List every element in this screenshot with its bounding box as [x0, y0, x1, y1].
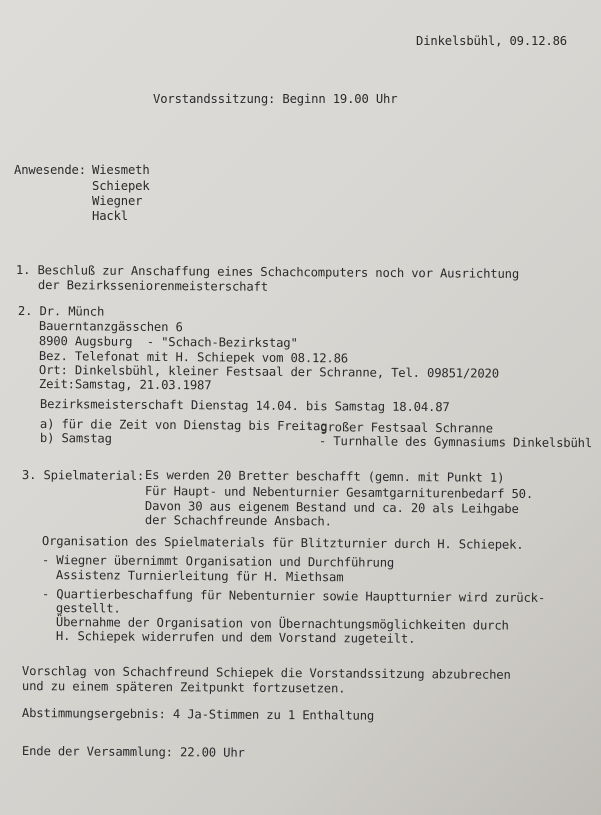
item2-address-line: Bez. Telefonat mit H. Schiepek vom 08.12.86	[38, 349, 349, 366]
attendee-name: Schiepek	[92, 179, 150, 193]
bullet2-line: Übernahme der Organisation von Übernachtungsmöglichkeiten durch	[55, 615, 509, 633]
item3-line: Es werden 20 Bretter beschafft (gemn. mit Punkt 1)	[144, 468, 505, 485]
vote-result: Abstimmungsergebnis: 4 Ja-Stimmen zu 1 Enthaltung	[21, 706, 375, 723]
item2-heading: 2. Dr. Münch	[17, 304, 105, 319]
proposal-line: und zu einem späteren Zeitpunkt fortzusetzen.	[21, 679, 346, 696]
place-date: Dinkelsbühl, 09.12.86	[416, 34, 567, 48]
item2-address-line: 8900 Augsburg - "Schach-Bezirkstag"	[38, 334, 298, 351]
item1-line: der Bezirksseniorenmeisterschaft	[37, 278, 268, 294]
attendees-label: Anwesende:	[14, 163, 86, 177]
bullet2-line: - Quartierbeschaffung für Nebenturnier sowie Hauptturnier wird zurück-	[41, 587, 546, 605]
venue-a-right: - großer Festsaal Schranne	[305, 420, 493, 436]
item3-line: der Schachfreunde Ansbach.	[144, 513, 332, 529]
item3-line: Für Haupt- und Nebenturnier Gesamtgarniturenbedarf 50.	[144, 484, 534, 502]
meeting-end: Ende der Versammlung: 22.00 Uhr	[21, 744, 245, 760]
attendee-name: Hackl	[92, 209, 128, 223]
meeting-title: Vorstandssitzung: Beginn 19.00 Uhr	[153, 92, 398, 106]
venue-b-left: b) Samstag	[39, 431, 112, 446]
organisation-line: Organisation des Spielmaterials für Blitzturnier durch H. Schiepek.	[41, 534, 524, 552]
item2-address-line: Zeit:Samstag, 21.03.1987	[38, 377, 212, 393]
item2-address-line: Bauerntanzgässchen 6	[38, 319, 183, 335]
attendee-name: Wiegner	[92, 194, 143, 208]
championship-line: Bezirksmeisterschaft Dienstag 14.04. bis Samstag 18.04.87	[39, 397, 450, 415]
item1-line: 1. Beschluß zur Anschaffung eines Schachcomputers noch vor Ausrichtung	[15, 263, 520, 281]
bullet1-line: Assistenz Turnierleitung für H. Miethsam	[55, 568, 344, 585]
bullet2-line: H. Schiepek widerrufen und dem Vorstand zugeteilt.	[55, 629, 416, 646]
venue-a-left: a) für die Zeit von Dienstag bis Freitag	[39, 417, 328, 434]
item3-line: Davon 30 aus eigenem Bestand und ca. 20 als Leihgabe	[144, 499, 519, 516]
proposal-line: Vorschlag von Schachfreund Schiepek die Vorstandssitzung abzubrechen	[21, 664, 511, 682]
bullet1-line: - Wiegner übernimmt Organisation und Durchführung	[41, 553, 395, 570]
bullet2-line: gestellt.	[55, 601, 121, 616]
item3-label: 3. Spielmaterial:	[21, 468, 145, 483]
attendee-name: Wiesmeth	[92, 163, 150, 177]
venue-b-right: - Turnhalle des Gymnasiums Dinkelsbühl	[318, 434, 593, 451]
item2-address-line: Ort: Dinkelsbühl, kleiner Festsaal der Schranne, Tel. 09851/2020	[38, 363, 499, 381]
